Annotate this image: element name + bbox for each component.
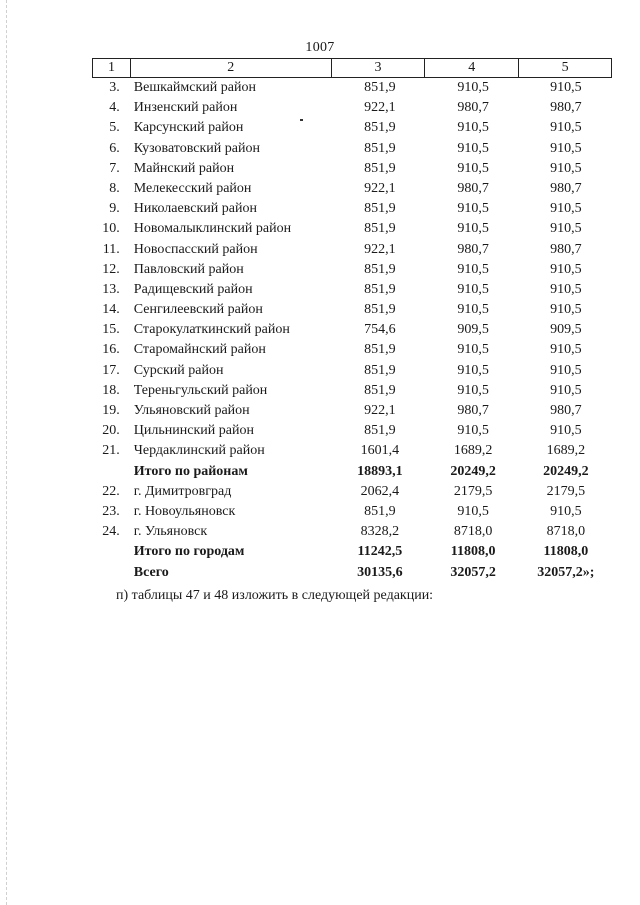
row-value-col-5: 910,5 [550,80,582,95]
row-value-col-3: 1601,4 [360,443,400,459]
header-col-5: 5 [519,59,612,77]
header-col-4: 4 [425,59,519,77]
row-name: Цильнинский район [133,423,254,439]
row-value-col-5: 910,5 [550,221,582,237]
row-number: 20. [102,423,120,439]
row-value-col-4: 910,5 [457,382,489,398]
table-total-row [92,563,612,583]
row-value-col-5: 910,5 [550,503,582,519]
header-col-3: 3 [332,59,426,77]
row-value-col-5: 910,5 [550,261,582,277]
row-value-col-3: 18893,1 [357,463,403,479]
amendment-note: п) таблицы 47 и 48 изложить в следующей редакции: [116,588,434,603]
row-value-col-3: 30135,6 [357,564,403,580]
row-value-col-4: 980,7 [457,180,489,196]
row-value-col-3: 851,9 [364,221,396,237]
row-name: Ульяновский район [133,403,250,418]
row-number [92,563,130,583]
row-value-col-3: 851,9 [364,261,396,277]
row-value-col-5: 910,5 [550,362,582,378]
table-row [92,199,612,219]
table-row [92,139,612,159]
row-number: 9. [109,201,120,217]
row-name: Сурский район [133,362,224,378]
row-value-col-4: 910,5 [457,140,489,156]
row-name: Кузоватовский район [133,140,260,156]
row-value-col-4: 909,5 [457,322,489,338]
row-value-col-5: 980,7 [550,100,582,116]
row-value-col-4: 980,7 [457,403,489,418]
table-row [92,300,612,320]
row-value-col-5: 8718,0 [546,524,586,540]
header-col-1: 1 [93,59,131,77]
row-number: 16. [102,342,120,358]
row-number: 11. [102,241,120,257]
row-value-col-4: 980,7 [457,100,489,116]
row-name: Николаевский район [133,201,257,217]
row-value-col-5: 910,5 [550,140,582,156]
table-total-row [92,542,612,562]
table-row [92,260,612,280]
row-value-col-3: 922,1 [364,403,396,418]
row-number: 15. [102,322,120,338]
row-value-col-3: 851,9 [364,342,396,358]
row-number: 21. [102,443,120,459]
row-number: 7. [109,160,120,176]
row-name: Старомайнский район [133,342,266,358]
row-value-col-5: 910,5 [550,342,582,358]
row-name: Радищевский район [133,281,253,297]
row-name: Инзенский район [133,100,238,116]
table-row [92,522,612,542]
row-number: 17. [102,362,120,378]
row-value-col-5: 980,7 [550,241,582,257]
row-value-col-5: 2179,5 [546,483,586,499]
table-row [92,159,612,179]
row-name: г. Ульяновск [133,524,208,540]
row-value-col-5: 32057,2»; [537,564,595,580]
row-value-col-3: 11242,5 [357,544,403,560]
row-value-col-3: 851,9 [364,423,396,439]
page-number: 1007 [305,40,335,55]
row-number: 19. [102,403,120,418]
table-row [92,340,612,360]
row-value-col-5: 980,7 [550,403,582,418]
row-name: Новомалыклинский район [133,221,292,237]
row-number: 13. [102,281,120,297]
row-value-col-4: 1689,2 [453,443,493,459]
row-value-col-4: 910,5 [457,201,489,217]
table-row [92,98,612,118]
row-name: Майнский район [133,160,235,176]
row-value-col-5: 20249,2 [543,463,589,479]
row-value-col-3: 8328,2 [360,524,400,540]
row-value-col-4: 910,5 [457,120,489,136]
row-value-col-4: 2179,5 [453,483,493,499]
row-value-col-4: 980,7 [457,241,489,257]
row-number [92,542,130,562]
row-value-col-4: 910,5 [457,221,489,237]
row-value-col-4: 8718,0 [453,524,493,540]
table-row [92,401,612,421]
row-name: Карсунский район [133,120,244,136]
row-value-col-3: 851,9 [364,80,396,95]
row-value-col-5: 910,5 [550,201,582,217]
row-value-col-4: 910,5 [457,423,489,439]
row-value-col-3: 851,9 [364,302,396,318]
table-row [92,502,612,522]
table-row [92,78,612,98]
table-row [92,179,612,199]
row-number [92,462,130,482]
row-value-col-5: 910,5 [550,281,582,297]
table-total-row [92,462,612,482]
row-value-col-5: 910,5 [550,160,582,176]
row-name: Итого по районам [133,463,248,479]
row-value-col-4: 910,5 [457,302,489,318]
row-name: Чердаклинский район [133,443,265,459]
table-header-row [92,58,612,78]
row-value-col-3: 922,1 [364,180,396,196]
row-value-col-3: 2062,4 [360,483,400,499]
row-number: 3. [109,80,120,95]
row-number: 12. [102,261,120,277]
row-value-col-4: 910,5 [457,261,489,277]
row-name: Новоспасский район [133,241,258,257]
row-value-col-5: 910,5 [550,302,582,318]
row-number: 22. [102,483,120,499]
header-col-2: 2 [131,59,332,77]
row-value-col-4: 11808,0 [450,544,496,560]
table-row [92,320,612,340]
table-row [92,441,612,461]
row-number: 23. [102,503,120,519]
row-name: Сенгилеевский район [133,302,263,318]
scan-edge-artifact [6,0,8,905]
row-value-col-4: 910,5 [457,362,489,378]
row-name: Павловский район [133,261,244,277]
row-number: 5. [109,120,120,136]
table-body [92,78,612,583]
row-value-col-4: 910,5 [457,80,489,95]
row-number: 14. [102,302,120,318]
row-value-col-5: 11808,0 [543,544,589,560]
row-number: 10. [102,221,120,237]
row-name: Старокулаткинский район [133,322,290,338]
row-value-col-3: 851,9 [364,160,396,176]
row-value-col-5: 910,5 [550,120,582,136]
row-name: Вешкаймский район [133,80,256,95]
row-value-col-4: 910,5 [457,342,489,358]
row-value-col-4: 32057,2 [450,564,496,580]
row-value-col-3: 851,9 [364,382,396,398]
row-value-col-3: 851,9 [364,140,396,156]
table-row [92,381,612,401]
row-value-col-5: 1689,2 [546,443,586,459]
row-value-col-4: 910,5 [457,281,489,297]
row-value-col-3: 851,9 [364,120,396,136]
row-value-col-4: 20249,2 [450,463,496,479]
row-name: Всего [133,564,169,580]
table-row [92,421,612,441]
row-number: 8. [109,180,120,196]
row-value-col-5: 980,7 [550,180,582,196]
table-row [92,219,612,239]
row-value-col-4: 910,5 [457,503,489,519]
row-value-col-3: 851,9 [364,503,396,519]
row-number: 24. [102,524,120,540]
row-value-col-3: 754,6 [364,322,396,338]
table-row [92,280,612,300]
table-row [92,361,612,381]
row-name: Мелекесский район [133,180,252,196]
row-name: г. Новоульяновск [133,503,236,519]
row-value-col-3: 851,9 [364,201,396,217]
row-name: Тереньгульский район [133,382,268,398]
table-row [92,240,612,260]
row-name: г. Димитровград [133,483,232,499]
row-value-col-4: 910,5 [457,160,489,176]
row-value-col-5: 909,5 [550,322,582,338]
row-number: 4. [109,100,120,116]
row-value-col-3: 851,9 [364,281,396,297]
row-value-col-3: 851,9 [364,362,396,378]
table-row [92,118,612,138]
data-table [92,58,612,583]
row-value-col-3: 922,1 [364,241,396,257]
row-number: 6. [109,140,120,156]
table-row [92,482,612,502]
row-number: 18. [102,382,120,398]
row-value-col-3: 922,1 [364,100,396,116]
row-value-col-5: 910,5 [550,423,582,439]
row-name: Итого по городам [133,544,245,560]
row-value-col-5: 910,5 [550,382,582,398]
